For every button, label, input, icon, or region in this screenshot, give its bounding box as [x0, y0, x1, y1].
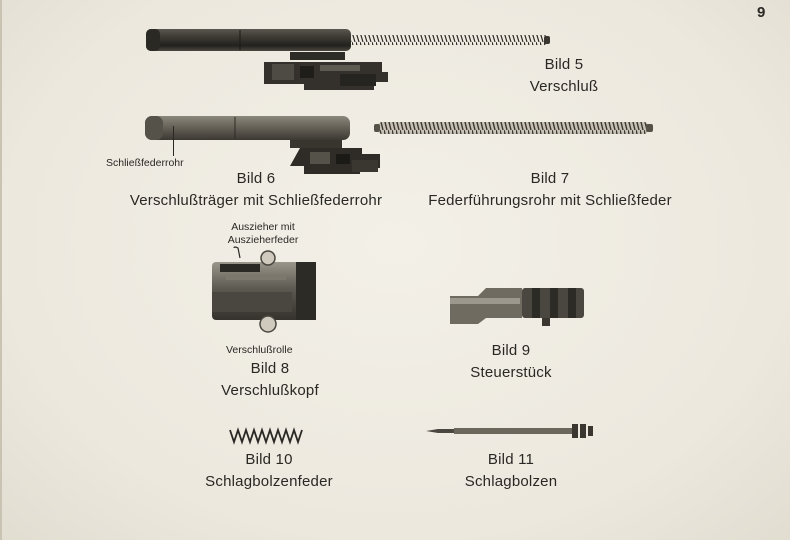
- bild10-title: Schlagbolzenfeder: [205, 473, 333, 490]
- bild5-title: Verschluß: [529, 78, 599, 95]
- bild8-title: Verschlußkopf: [221, 382, 319, 399]
- bild11-number: Bild 11: [487, 451, 535, 468]
- page-number: 9: [757, 4, 766, 21]
- bild11-title: Schlagbolzen: [464, 473, 558, 490]
- bild6-tube-label: Schließfederrohr: [106, 157, 184, 169]
- bild7-title: Federführungsrohr mit Schließfeder: [428, 192, 672, 209]
- bild6-caption: [110, 168, 402, 212]
- bild8-extractor-label-line1: Auszieher mit: [231, 221, 295, 233]
- bild5-number: Bild 5: [544, 56, 584, 73]
- bild10-caption: [190, 449, 348, 493]
- bild8-bolt-head-illustration: [206, 246, 326, 336]
- bild9-control-piece-illustration: [446, 282, 588, 328]
- bild8-number: Bild 8: [250, 360, 290, 377]
- bild7-spring-illustration: [372, 118, 656, 138]
- bild7-caption: [410, 168, 690, 212]
- bild10-number: Bild 10: [245, 451, 293, 468]
- bild6-title: Verschlußträger mit Schließfederrohr: [129, 192, 383, 209]
- bild10-spring-illustration: [228, 426, 308, 446]
- page-left-edge: [0, 0, 2, 540]
- bild5-caption: [520, 54, 608, 98]
- bild8-extractor-label-line2: Auszieherfeder: [227, 234, 299, 246]
- bild9-caption: [452, 340, 570, 384]
- bild11-caption: [452, 449, 570, 493]
- bild8-extractor-label: [218, 221, 308, 247]
- bild5-bolt-illustration: [140, 22, 560, 94]
- bild9-title: Steuerstück: [470, 364, 552, 381]
- bild6-number: Bild 6: [236, 170, 276, 187]
- bild11-firing-pin-illustration: [424, 420, 596, 440]
- bild6-callout-line: [173, 126, 174, 156]
- bild9-number: Bild 9: [491, 342, 531, 359]
- bild8-caption: [202, 358, 338, 402]
- bild8-roller-label: Verschlußrolle: [226, 344, 293, 356]
- bild7-number: Bild 7: [530, 170, 570, 187]
